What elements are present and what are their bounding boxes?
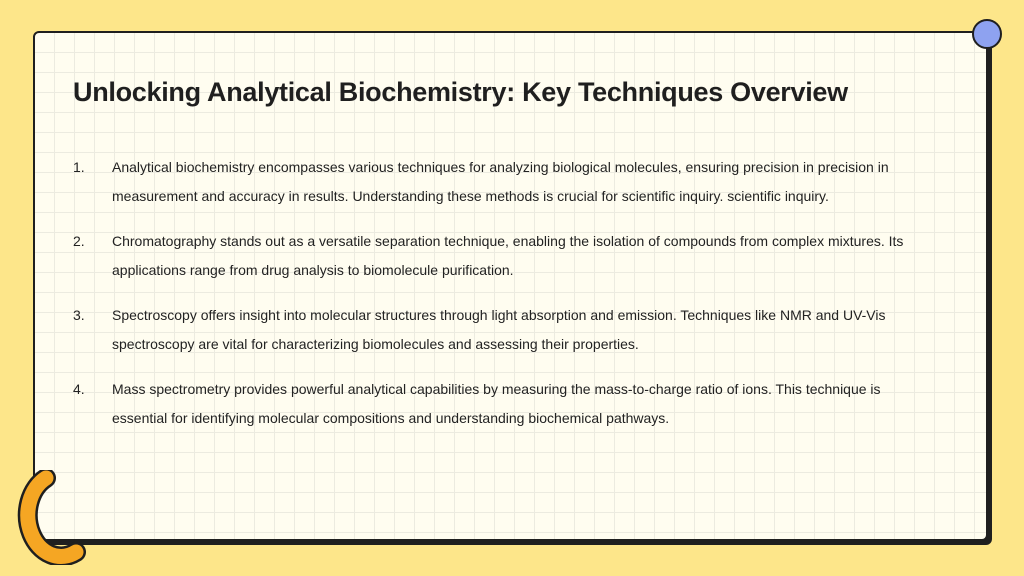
content-card: [33, 31, 988, 541]
orange-arc-decoration: [6, 470, 86, 565]
item-text: Spectroscopy offers insight into molecular structures through light absorption and emission. Techniques like NMR and UV-Vis spectroscopy are vital for characterizing biomolecules and assessing their properties.: [112, 307, 886, 352]
item-text: Chromatography stands out as a versatile separation technique, enabling the isolation of compounds from complex mixtures. Its applications range from drug analysis to biomolecule purification.: [112, 233, 904, 278]
list-item: [73, 153, 923, 211]
technique-list: [73, 153, 923, 449]
blue-circle-decoration: [972, 19, 1002, 49]
list-item: [73, 301, 923, 359]
item-number: 3.: [73, 307, 85, 323]
item-number: 1.: [73, 159, 85, 175]
item-number: 4.: [73, 381, 85, 397]
list-item: [73, 227, 923, 285]
item-text: Mass spectrometry provides powerful analytical capabilities by measuring the mass-to-charge ratio of ions. This technique is essential for identifying molecular compositions and understanding biochemical pathways.: [112, 381, 881, 426]
list-item: [73, 375, 923, 433]
item-number: 2.: [73, 233, 85, 249]
item-text: Analytical biochemistry encompasses various techniques for analyzing biological molecules, ensuring precision in precision in measurement and accuracy in results. Understanding these methods is crucial for scientific inquiry. scientific inquiry.: [112, 159, 889, 204]
slide-title: Unlocking Analytical Biochemistry: Key Techniques Overview: [73, 77, 848, 107]
